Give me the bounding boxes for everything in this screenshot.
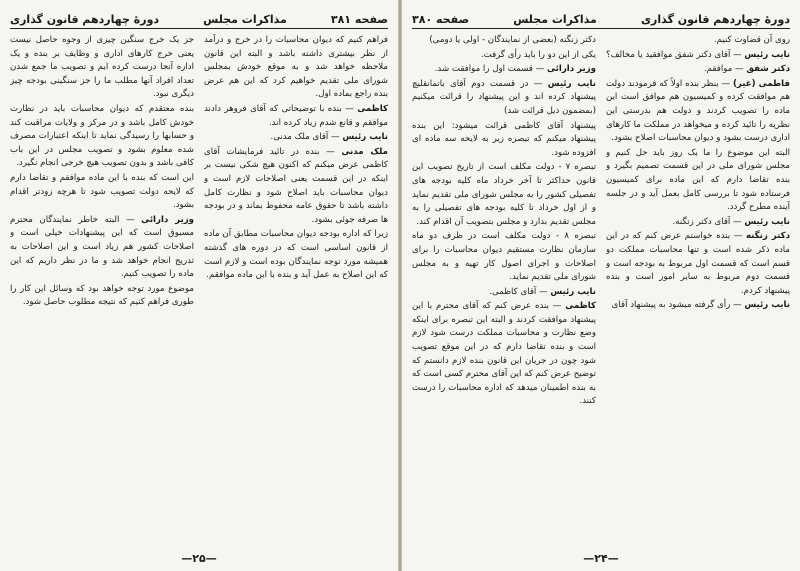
- body-paragraph: [412, 161, 596, 229]
- paragraph-text: آقای دکتر زنگنه.: [672, 216, 731, 227]
- speaker-paragraph: نایب رئیس — رأی گرفته میشود به پیشنهاد آقای: [611, 300, 790, 311]
- right-page-number: صفحه ۳۸۰: [412, 13, 470, 26]
- paragraph-text: یکی از این دو را باید رأی گرفت.: [480, 49, 596, 60]
- paragraph-text: دکتر زنگنه (بعضی از نمایندگان - اولی یا دومی): [429, 35, 596, 45]
- speaker-paragraph: نایب رئیس — در قسمت دوم آقای باتمانقلیچ پیشنهاد کرده اند و این پیشنهاد را قرائت میکنیم (بمضمون ذیل قرائت شد): [412, 78, 596, 116]
- paragraph-text: بنده در تائید فرمایشات آقای کاظمی عرض میکنم که اکنون هیچ شکی نیست بر اینکه در این قسمت یعنی اصلاحات لازم است و دیوان محاسبات باید اصلاح شود و نظارت کامل داشته باشد تا حقوق عامه محفوظ بماند و در بودجه ها صرفه جوئی بشود.: [204, 146, 388, 225]
- right-running-title: مذاکرات مجلس: [513, 13, 597, 26]
- speaker-paragraph: فاطمی (غیر) — بنظر بنده اولاً که فرمودند دولت هم موافقت کرده و کمیسیون هم موافق است این ماده را تصویب کردند و دولت هم بدرستی این نظریه را تائید کرده و میخواهد در مملکت ما کارهای اداری درست بشود و دیوان محاسبات اصلاح بشود.: [606, 78, 790, 144]
- right-page-header: [412, 6, 790, 29]
- speaker-paragraph: نایب رئیس — آقای کاظمی.: [489, 286, 596, 297]
- paragraph-text: فراهم کنیم که دیوان محاسبات را در خرج و درآمد از نظر بیشتری داشته باشد و البته این قانون ملاحظه خواهد شد و به موقع خودش بمجلس شورای ملی تقدیم خواهیم کرد که این هم عرض بنده راجع بماده اول.: [204, 35, 388, 100]
- text-column: [204, 34, 388, 545]
- text-column: [10, 34, 194, 545]
- paragraph-text: بنده معتقدم که دیوان محاسبات باید در نظارت خودش کامل باشد و در مرکز و ولایات مراقبت کند و حسابها را رسیدگی نماید تا اینکه اعتبارات مصرف شده معلوم بشود و تصویب مجلس در این باب کافی باشد و بدون تصویب هیچ خرجی انجام نگیرد.: [10, 103, 194, 169]
- speaker-paragraph: ملک مدنی — بنده در تائید فرمایشات آقای کاظمی عرض میکنم که اکنون هیچ شکی نیست بر اینکه در این قسمت یعنی اصلاحات لازم است و دیوان محاسبات باید اصلاح شود و نظارت کامل داشته باشد تا حقوق عامه محفوظ بماند و در بودجه ها صرفه جوئی بشود.: [204, 146, 388, 225]
- paragraph-text: بنظر بنده اولاً که فرمودند دولت هم موافقت کرده و کمیسیون هم موافق است این ماده را تصویب کردند و دولت هم بدرستی این نظریه را تائید کرده و میخواهد در مملکت ما کارهای اداری درست بشود و دیوان محاسبات اصلاح بشود.: [606, 78, 790, 144]
- paragraph-text: البته خاطر نمایندگان محترم مسبوق است که این پیشنهادات خیلی است و اصلاحات کشور هم زیاد است و این اصلاحات به تدریج انجام خواهد شد و ما در نظر داریم که این ماده را تصویب کنیم.: [10, 214, 194, 280]
- paragraph-text: این است که بنده با این ماده موافقم و تقاضا دارم که لایحه دولت تصویب شود تا هرچه زودتر اقدام بشود.: [10, 172, 194, 211]
- body-paragraph: [10, 34, 194, 102]
- right-session-title: دورهٔ چهاردهم قانون گذاری: [640, 13, 790, 26]
- paragraph-text: رأی گرفته میشود به پیشنهاد آقای: [611, 300, 731, 311]
- speaker-paragraph: وزیر دارائی — البته خاطر نمایندگان محترم مسبوق است که این پیشنهادات خیلی است و اصلاحات کشور هم زیاد است و این اصلاحات به تدریج انجام خواهد شد و ما در نظر داریم که این ماده را تصویب کنیم.: [10, 214, 194, 280]
- speaker-name: وزیر دارائی: [141, 214, 194, 225]
- left-running-title: مذاکرات مجلس: [203, 13, 287, 26]
- paragraph-text: پیشنهاد آقای کاظمی قرائت میشود: این بنده پیشنهاد میکنم که تبصره زیر به لایحه سه ماده ای افزوده شود.: [412, 120, 596, 158]
- speaker-paragraph: نایب رئیس — آقای دکتر شفق موافقید یا مخالف؟: [606, 49, 790, 60]
- speaker-name: نایب رئیس: [744, 216, 790, 227]
- body-paragraph: [204, 34, 388, 102]
- paragraph-text: البته این موضوع را ما یک روز باید حل کنیم و مجلس شورای ملی در این قسمت تصمیم بگیرد و بنده تقاضا دارم که این ماده برای کمیسیون فرستاده شود تا بررسی کامل بعمل آید و در جلسه آینده مطرح گردد.: [606, 147, 790, 213]
- speaker-name: نایب رئیس: [547, 78, 596, 89]
- speaker-name: نایب رئیس: [342, 132, 388, 143]
- paragraph-text: بنده عرض کنم که آقای محترم با این پیشنهاد موافقت کردند و البته این تبصره برای اینکه وضع نظارت و محاسبات مملکت درست شود لازم است و بنده تقاضا دارم که در این موقع تصویب شود چون در جریان این قانون بنده لازم دانستم که توضیح عرض کنم که این آقای محترم کسی است که به بنده اطمینان میدهد که اداره محاسبات را درست کنند.: [412, 301, 596, 407]
- paragraph-text: آقای دکتر شفق موافقید یا مخالف؟: [606, 49, 731, 60]
- speaker-paragraph: نایب رئیس — آقای ملک مدنی.: [270, 132, 388, 143]
- right-page-columns: [412, 34, 790, 545]
- speaker-name: نایب رئیس: [744, 49, 790, 60]
- speaker-paragraph: وزیر دارائی — قسمت اول را موافقت شد.: [434, 64, 596, 75]
- left-page-columns: [10, 34, 388, 545]
- body-paragraph: [10, 283, 194, 310]
- speaker-name: دکتر زنگنه: [745, 231, 790, 242]
- paragraph-text: موضوع مورد توجه خواهد بود که وسائل این کار را طوری فراهم کنیم که نتیجه مطلوب حاصل شود.: [10, 283, 194, 308]
- body-paragraph: [10, 103, 194, 171]
- speaker-name: ملک مدنی: [341, 146, 388, 157]
- left-folio: —۲۵—: [181, 552, 217, 565]
- body-paragraph: [606, 147, 790, 215]
- speaker-paragraph: کاظمی — بنده با توضیحاتی که آقای فروهر دادند موافقم و قانع شدم زیاد کرده اند.: [204, 103, 388, 128]
- left-page-header: [10, 6, 388, 29]
- speaker-name: فاطمی (غیر): [732, 78, 790, 89]
- speaker-name: کاظمی: [357, 103, 388, 114]
- speaker-name: نایب رئیس: [744, 300, 790, 311]
- body-paragraph: [412, 34, 596, 48]
- speaker-name: نایب رئیس: [550, 286, 596, 297]
- paragraph-text: آقای کاظمی.: [489, 286, 537, 297]
- text-column: [412, 34, 596, 545]
- body-paragraph: [412, 49, 596, 63]
- body-paragraph: [204, 228, 388, 282]
- left-session-title: دورهٔ چهاردهم قانون گذاری: [10, 13, 160, 26]
- left-page: [0, 0, 398, 571]
- speaker-name: دکتر شفق: [746, 64, 790, 75]
- paragraph-text: تبصره ۷ - دولت مکلف است از تاریخ تصویب این قانون حداکثر تا آخر خرداد ماه کلیه بودجه های تفصیلی کشور را به مجلس شورای ملی تقدیم نماید و از اول خرداد تا کلیه بودجه های تفصیلی را به مجلس تقدیم بدارد و مجلس بتصویب آن اقدام کند.: [412, 162, 596, 227]
- speaker-paragraph: نایب رئیس — آقای دکتر زنگنه.: [672, 216, 790, 227]
- body-paragraph: [412, 120, 596, 161]
- text-column: [606, 34, 790, 545]
- paragraph-text: بنده با توضیحاتی که آقای فروهر دادند موافقم و قانع شدم زیاد کرده اند.: [204, 103, 388, 128]
- right-folio: —۲۴—: [583, 552, 619, 565]
- paragraph-text: زیرا که اداره بودجه دیوان محاسبات مطابق آن ماده از قانون اساسی است که در دوره های گذشته همیشه مورد توجه نمایندگان بوده است و لازم است که این اصلاح به عمل آید و بنده با این ماده موافقم.: [204, 229, 388, 281]
- body-paragraph: [412, 230, 596, 284]
- left-page-number: صفحه ۳۸۱: [330, 13, 388, 26]
- paragraph-text: آقای ملک مدنی.: [270, 132, 329, 143]
- speaker-paragraph: کاظمی — بنده عرض کنم که آقای محترم با این پیشنهاد موافقت کردند و البته این تبصره برای اینکه وضع نظارت و محاسبات مملکت درست شود لازم است و بنده تقاضا دارم که در این موقع تصویب شود چون در جریان این قانون بنده لازم دانستم که توضیح عرض کنم که این آقای محترم کسی است که به بنده اطمینان میدهد که اداره محاسبات را درست کنند.: [412, 301, 596, 407]
- paragraph-text: روی آن قضاوت کنیم.: [713, 35, 790, 45]
- paragraph-text: در قسمت دوم آقای باتمانقلیچ پیشنهاد کرده اند و این پیشنهاد را قرائت میکنیم (بمضمون ذیل قرائت شد): [412, 78, 596, 116]
- paragraph-text: بنده خواستم عرض کنم که در این ماده ذکر شده است و تنها محاسبات مملکت دو قسم است که قسمت اول مربوط به بودجه است و قسمت دوم مربوط به سایر امور است و بنده پیشنهاد کردم.: [606, 231, 790, 296]
- speaker-name: کاظمی: [565, 301, 596, 312]
- paragraph-text: تبصره ۸ - دولت مکلف است در ظرف دو ماه سازمان نظارت مستقیم دیوان محاسبات را برای اصلاحات و اجرای اصول کار تهیه و به مجلس شورای ملی تقدیم نماید.: [412, 231, 596, 283]
- paragraph-text: قسمت اول را موافقت شد.: [434, 64, 533, 75]
- speaker-name: وزیر دارائی: [546, 64, 596, 75]
- speaker-paragraph: دکتر شفق — موافقم.: [703, 64, 790, 75]
- body-paragraph: [606, 34, 790, 48]
- speaker-paragraph: دکتر زنگنه — بنده خواستم عرض کنم که در این ماده ذکر شده است و تنها محاسبات مملکت دو قسم است که قسمت اول مربوط به بودجه است و قسمت دوم مربوط به سایر امور است و بنده پیشنهاد کردم.: [606, 231, 790, 296]
- body-paragraph: [10, 172, 194, 213]
- paragraph-text: موافقم.: [703, 64, 733, 75]
- paragraph-text: جز یک خرج سنگین چیزی از وجوه حاصل نیست یعنی خرج کارهای اداری و وظایف بر بنده و یک اداره آنجا درست کرده ایم و تصویب ما جمع شدن تعداد افراد آنها مطلب ما را جز سنگینی بودجه چیز دیگری نبود.: [10, 35, 194, 100]
- right-page: [402, 0, 800, 571]
